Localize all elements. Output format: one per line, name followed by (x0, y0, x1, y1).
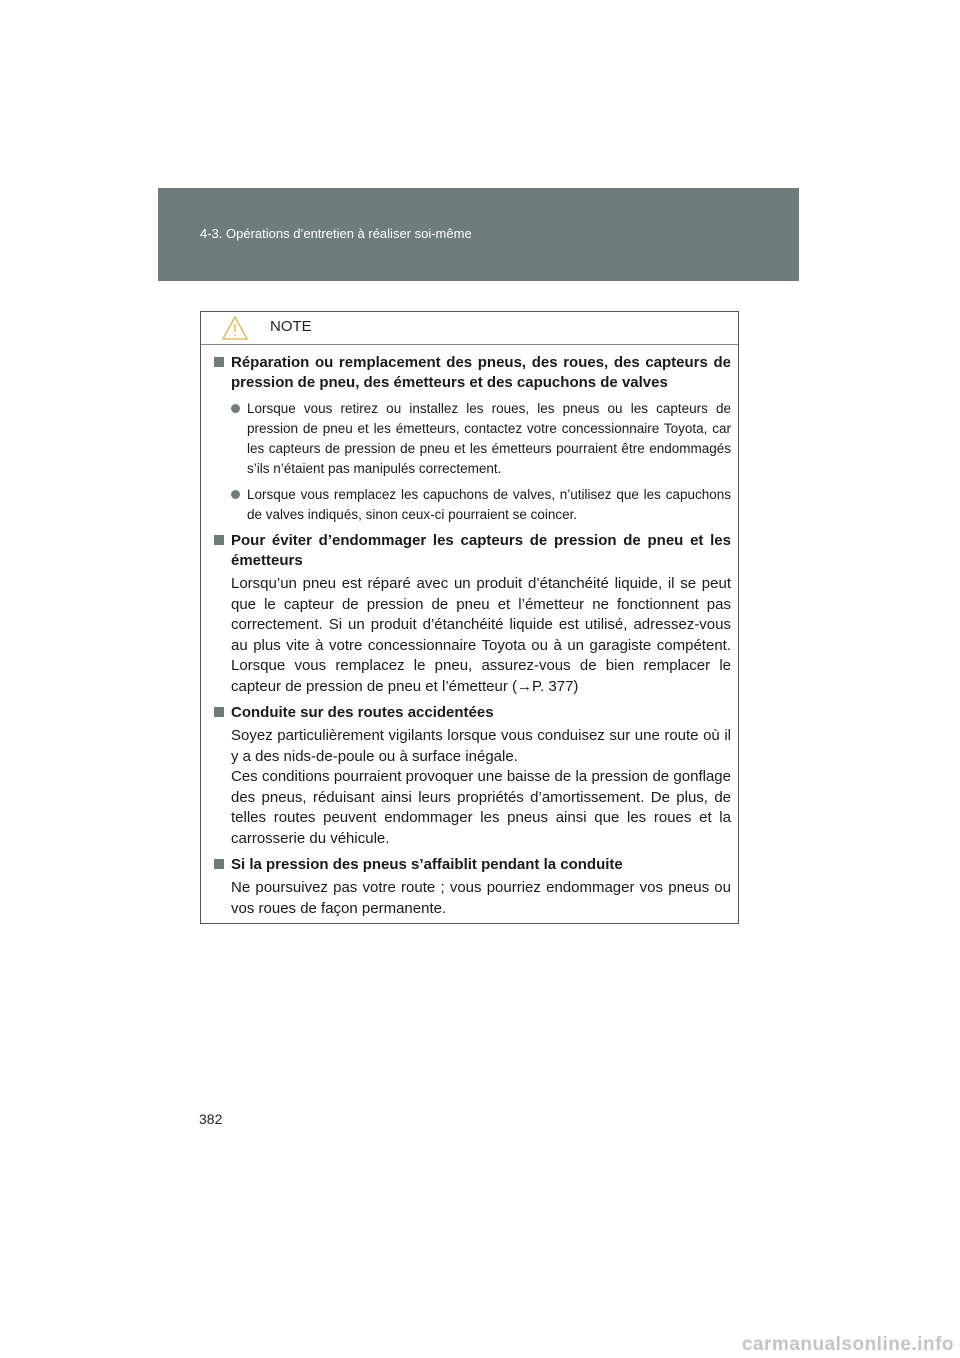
note-section (214, 531, 731, 697)
circle-bullet-icon (231, 404, 240, 413)
list-item-text: Lorsque vous retirez ou installez les roues, les pneus ou les capteurs de pression de pneu et les émetteurs, contactez votre concessionnaire Toyota, car les capteurs de pression de pneu et les émetteurs pourraient être endommagés s’ils n’étaient pas manipulés correctement. (247, 401, 731, 476)
square-bullet-icon (214, 859, 224, 869)
paragraph: Soyez particulièrement vigilants lorsque vous conduisez sur une route où il y a des nids-de-poule ou à surface inégale. (231, 727, 731, 765)
section-heading: Conduite sur des routes accidentées (231, 704, 494, 721)
note-header (201, 312, 738, 345)
square-bullet-icon (214, 357, 224, 367)
watermark: carmanualsonline.info (741, 1334, 954, 1355)
note-section (214, 703, 731, 849)
list-item-text: Lorsque vous remplacez les capuchons de valves, n’utilisez que les capuchons de valves indiqués, sinon ceux-ci pourraient se coincer. (247, 487, 731, 522)
section-heading: Pour éviter d’endommager les capteurs de pression de pneu et les émetteurs (231, 532, 731, 569)
header-band (158, 188, 799, 281)
list-item (231, 485, 731, 525)
square-bullet-icon (214, 707, 224, 717)
paragraph: Ces conditions pourraient provoquer une baisse de la pression de gonflage des pneus, réduisant ainsi leurs propriétés d’amortissement. De plus, de telles routes peuvent endommager les pneus ainsi que les roues et la carrosserie du véhicule. (231, 768, 731, 847)
circle-bullet-icon (231, 490, 240, 499)
list-item (231, 399, 731, 479)
note-body (201, 345, 738, 919)
square-bullet-icon (214, 535, 224, 545)
section-heading: Si la pression des pneus s’affaiblit pendant la conduite (231, 856, 623, 873)
note-section (214, 353, 731, 525)
note-label: NOTE (270, 318, 312, 335)
paragraph: Ne poursuivez pas votre route ; vous pourriez endommager vos pneus ou vos roues de façon permanente. (231, 879, 731, 917)
section-title: 4-3. Opérations d’entretien à réaliser soi-même (200, 226, 472, 241)
note-box (200, 311, 739, 924)
section-heading: Réparation ou remplacement des pneus, des roues, des capteurs de pression de pneu, des émetteurs et des capuchons de valves (231, 354, 731, 391)
warning-icon (221, 315, 249, 341)
page-number: 382 (199, 1111, 223, 1127)
note-section (214, 855, 731, 919)
paragraph: Lorsqu’un pneu est réparé avec un produit d’étanchéité liquide, il se peut que le capteur de pression de pneu et l’émetteur ne fonctionnent pas correctement. Si un produit d’étanchéité liquide est utilisé, adressez-vous au plus vite à votre concessionnaire Toyota ou à un garagiste compétent. Lorsque vous remplacez le pneu, assurez-vous de bien remplacer le capteur de pression de pneu et l’émetteur (→P. 377) (231, 575, 731, 695)
